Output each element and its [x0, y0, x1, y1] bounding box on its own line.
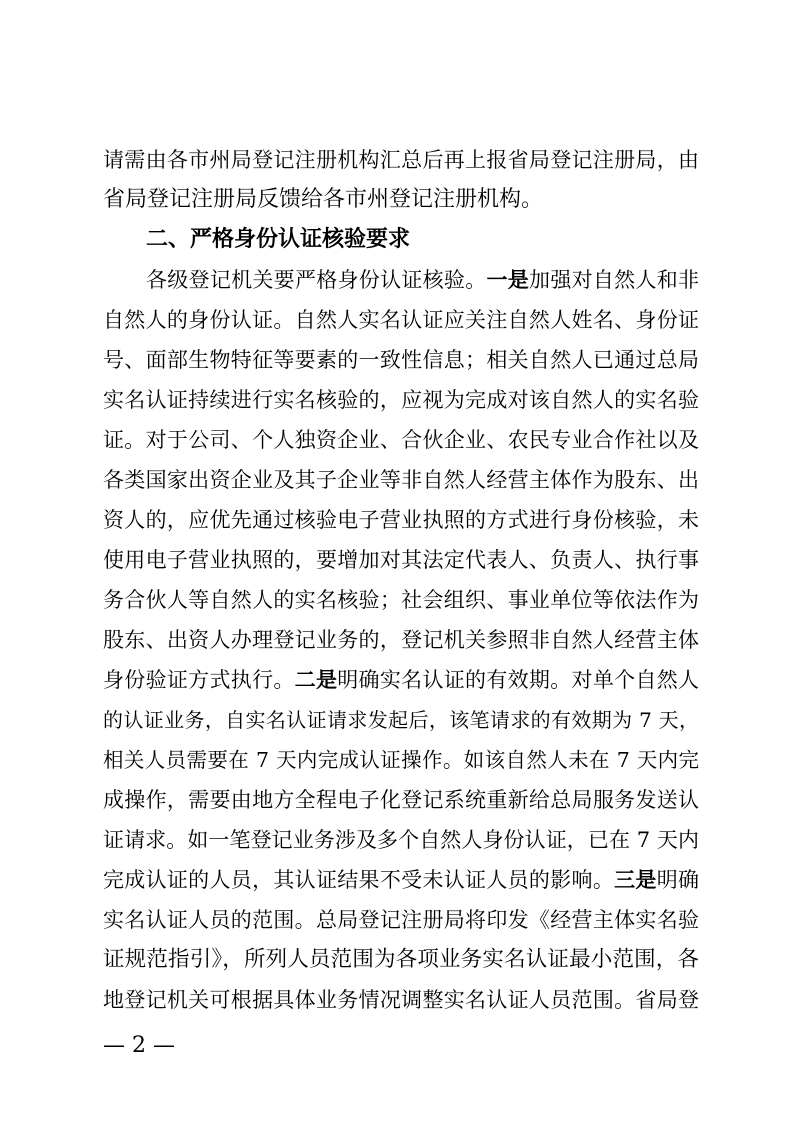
- body-line: 股东、出资人办理登记业务的，登记机关参照非自然人经营主体: [103, 628, 699, 652]
- body-line: 省局登记注册局反馈给各市州登记注册机构。: [103, 187, 544, 212]
- body-line: 实名认证人员的范围。总局登记注册局将印发《经营主体实名验: [103, 908, 699, 932]
- body-line: 证规范指引》，所列人员范围为各项业务实名认证最小范围，各: [103, 947, 699, 972]
- body-line: 请需由各市州局登记注册机构汇总后再上报省局登记注册局，由: [103, 148, 699, 172]
- body-line: 务合伙人等自然人的实名核验；社会组织、事业单位等依法作为: [103, 588, 699, 612]
- body-line: 相关人员需要在 7 天内完成认证操作。如该自然人未在 7 天内完: [103, 748, 699, 772]
- emphasis-marker: 三是: [614, 868, 657, 892]
- body-line: 各级登记机关要严格身份认证核验。一是加强对自然人和非: [146, 268, 699, 292]
- body-line: 成操作，需要由地方全程电子化登记系统重新给总局服务发送认: [103, 788, 699, 812]
- emphasis-marker: 二是: [294, 668, 338, 692]
- emphasis-marker: 一是: [486, 268, 530, 292]
- section-heading: 二、严格身份认证核验要求: [146, 227, 411, 252]
- body-line: 实名认证持续进行实名核验的，应视为完成对该自然人的实名验: [103, 388, 699, 412]
- body-line: 资人的，应优先通过核验电子营业执照的方式进行身份核验，未: [103, 508, 699, 532]
- body-line: 证请求。如一笔登记业务涉及多个自然人身份认证，已在 7 天内: [103, 828, 699, 852]
- page-number: — 2 —: [103, 1033, 175, 1058]
- body-line: 身份验证方式执行。二是明确实名认证的有效期。对单个自然人: [103, 668, 699, 692]
- body-line: 地登记机关可根据具体业务情况调整实名认证人员范围。省局登: [103, 988, 699, 1012]
- body-line: 的认证业务，自实名认证请求发起后，该笔请求的有效期为 7 天，: [103, 708, 699, 732]
- body-line: 自然人的身份认证。自然人实名认证应关注自然人姓名、身份证: [103, 308, 699, 332]
- body-line: 使用电子营业执照的，要增加对其法定代表人、负责人、执行事: [103, 548, 699, 572]
- body-line: 证。对于公司、个人独资企业、合伙企业、农民专业合作社以及: [103, 428, 699, 452]
- body-line: 号、面部生物特征等要素的一致性信息；相关自然人已通过总局: [103, 348, 699, 372]
- body-line: 各类国家出资企业及其子企业等非自然人经营主体作为股东、出: [103, 468, 699, 492]
- body-line: 完成认证的人员，其认证结果不受未认证人员的影响。三是明确: [103, 868, 699, 892]
